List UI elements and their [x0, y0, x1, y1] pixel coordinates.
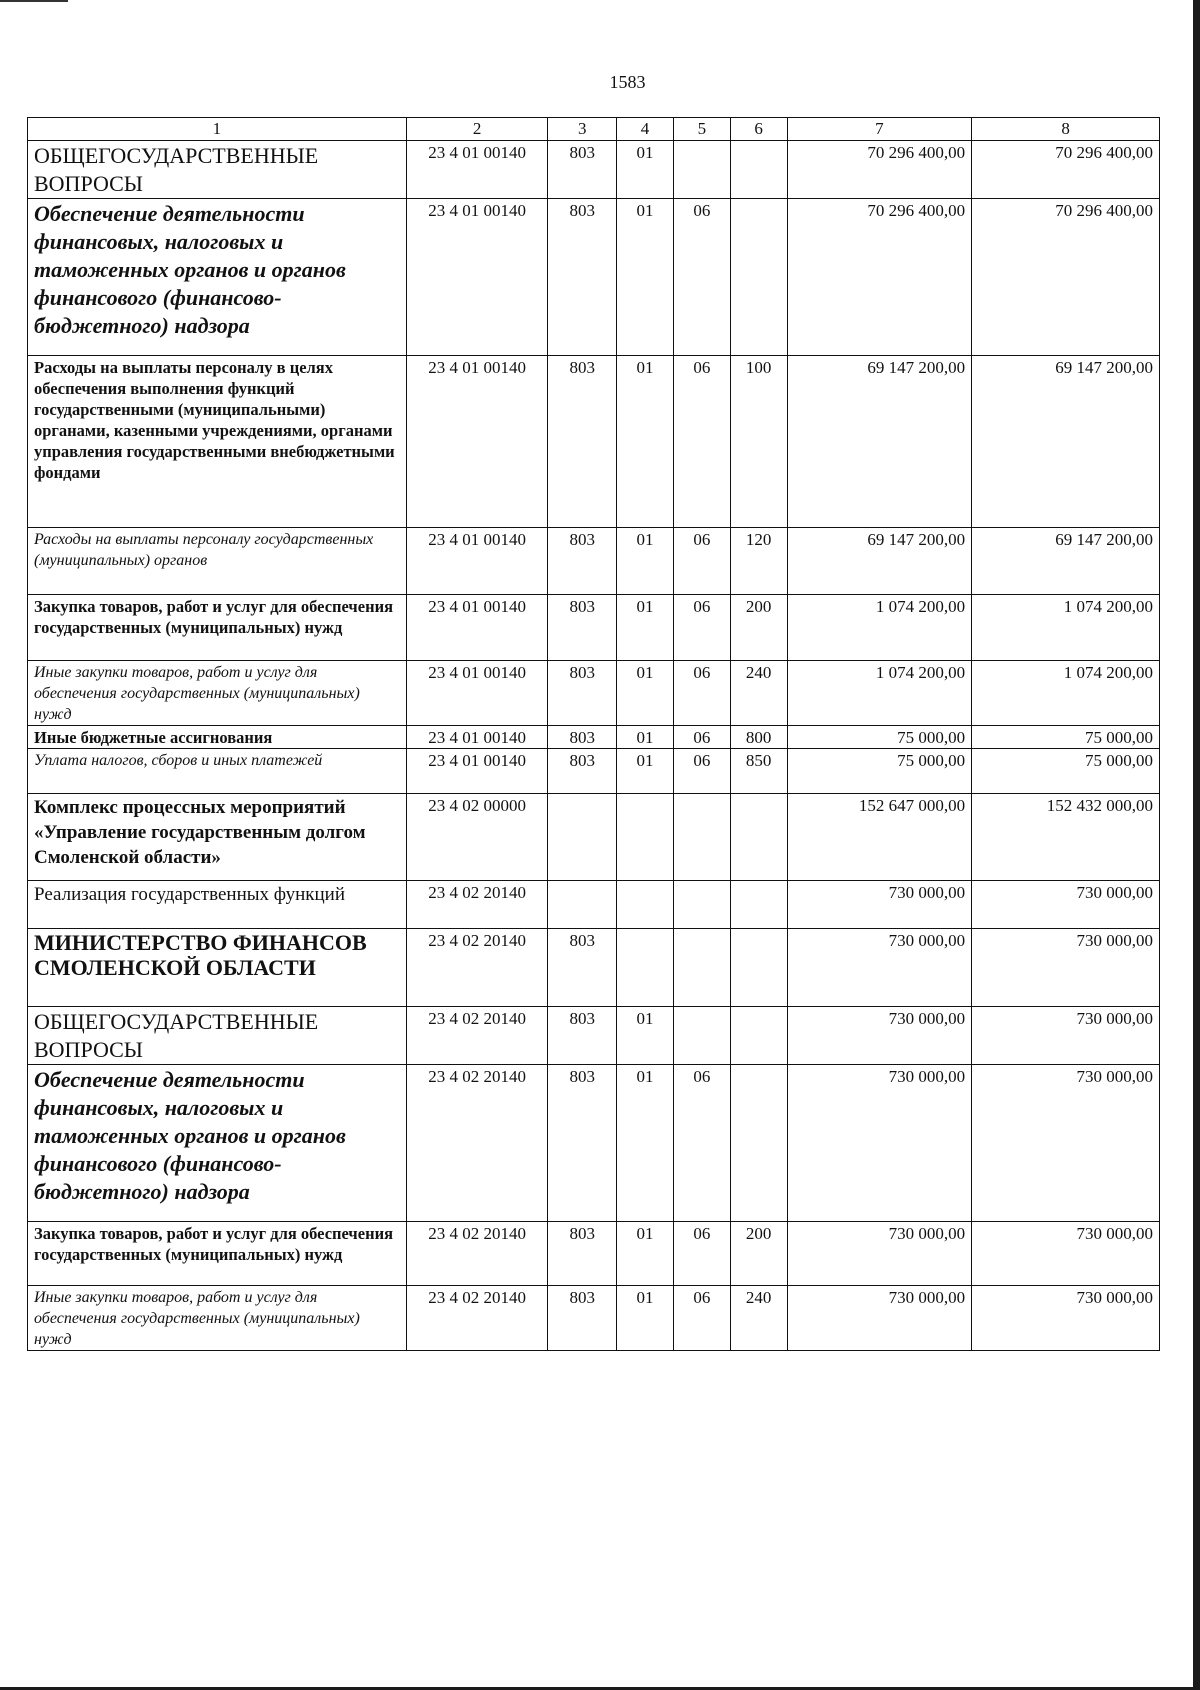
amount-year-1: 69 147 200,00 — [787, 528, 972, 595]
column-number-row — [28, 118, 1160, 141]
expense-type-code — [730, 199, 787, 356]
target-article-code: 23 4 02 00000 — [406, 794, 548, 881]
administrator-code: 803 — [548, 1065, 617, 1222]
table-row — [28, 199, 1160, 356]
subsection-code: 06 — [673, 528, 730, 595]
administrator-code: 803 — [548, 929, 617, 1007]
table-row — [28, 1222, 1160, 1286]
table-row — [28, 749, 1160, 794]
row-description: Расходы на выплаты персоналу государственных (муниципальных) органов — [28, 528, 407, 595]
row-description: ОБЩЕГОСУДАРСТВЕННЫЕ ВОПРОСЫ — [28, 141, 407, 199]
expense-type-code: 200 — [730, 1222, 787, 1286]
amount-year-1: 70 296 400,00 — [787, 141, 972, 199]
amount-year-2: 75 000,00 — [972, 749, 1160, 794]
row-description: Реализация государственных функций — [28, 881, 407, 929]
subsection-code: 06 — [673, 356, 730, 528]
target-article-code: 23 4 01 00140 — [406, 595, 548, 661]
table-row — [28, 595, 1160, 661]
expense-type-code — [730, 794, 787, 881]
amount-year-2: 152 432 000,00 — [972, 794, 1160, 881]
section-code: 01 — [617, 1065, 674, 1222]
row-description: Уплата налогов, сборов и иных платежей — [28, 749, 407, 794]
target-article-code: 23 4 02 20140 — [406, 881, 548, 929]
expense-type-code — [730, 881, 787, 929]
scan-edge-right — [1193, 0, 1200, 1690]
subsection-code: 06 — [673, 1286, 730, 1351]
amount-year-2: 1 074 200,00 — [972, 661, 1160, 726]
administrator-code: 803 — [548, 199, 617, 356]
row-description: Иные закупки товаров, работ и услуг для обеспечения государственных (муниципальных) нужд — [28, 661, 407, 726]
row-description: Обеспечение деятельности финансовых, налоговых и таможенных органов и органов финансового (финансово-бюджетного) надзора — [28, 1065, 407, 1222]
administrator-code: 803 — [548, 1222, 617, 1286]
target-article-code: 23 4 02 20140 — [406, 929, 548, 1007]
table-row — [28, 661, 1160, 726]
table-row — [28, 1065, 1160, 1222]
administrator-code: 803 — [548, 661, 617, 726]
target-article-code: 23 4 02 20140 — [406, 1222, 548, 1286]
row-description: Закупка товаров, работ и услуг для обеспечения государственных (муниципальных) нужд — [28, 1222, 407, 1286]
section-code: 01 — [617, 528, 674, 595]
target-article-code: 23 4 01 00140 — [406, 141, 548, 199]
row-description: Комплекс процессных мероприятий «Управление государственным долгом Смоленской области» — [28, 794, 407, 881]
section-code: 01 — [617, 1007, 674, 1065]
page-number: 1583 — [609, 72, 646, 92]
target-article-code: 23 4 02 20140 — [406, 1286, 548, 1351]
section-code — [617, 794, 674, 881]
table-row — [28, 356, 1160, 528]
row-description: Расходы на выплаты персоналу в целях обеспечения выполнения функций государственными (муниципальными) органами, казенными учреждениями, органами управления государственными внебюджетными фондами — [28, 356, 407, 528]
amount-year-1: 730 000,00 — [787, 929, 972, 1007]
subsection-code — [673, 141, 730, 199]
administrator-code — [548, 794, 617, 881]
expense-type-code: 240 — [730, 1286, 787, 1351]
row-description: Обеспечение деятельности финансовых, налоговых и таможенных органов и органов финансового (финансово-бюджетного) надзора — [28, 199, 407, 356]
section-code: 01 — [617, 356, 674, 528]
table-row — [28, 141, 1160, 199]
subsection-code: 06 — [673, 726, 730, 749]
subsection-code: 06 — [673, 199, 730, 356]
administrator-code — [548, 881, 617, 929]
section-code — [617, 881, 674, 929]
amount-year-2: 730 000,00 — [972, 1007, 1160, 1065]
subsection-code: 06 — [673, 595, 730, 661]
amount-year-1: 730 000,00 — [787, 881, 972, 929]
subsection-code: 06 — [673, 1065, 730, 1222]
amount-year-2: 69 147 200,00 — [972, 528, 1160, 595]
target-article-code: 23 4 01 00140 — [406, 749, 548, 794]
section-code: 01 — [617, 661, 674, 726]
section-code — [617, 929, 674, 1007]
expense-type-code — [730, 1007, 787, 1065]
subsection-code: 06 — [673, 661, 730, 726]
row-description: Закупка товаров, работ и услуг для обеспечения государственных (муниципальных) нужд — [28, 595, 407, 661]
column-number: 4 — [617, 118, 674, 141]
amount-year-2: 730 000,00 — [972, 929, 1160, 1007]
amount-year-1: 70 296 400,00 — [787, 199, 972, 356]
administrator-code: 803 — [548, 356, 617, 528]
target-article-code: 23 4 01 00140 — [406, 726, 548, 749]
subsection-code — [673, 794, 730, 881]
target-article-code: 23 4 01 00140 — [406, 528, 548, 595]
amount-year-2: 730 000,00 — [972, 1286, 1160, 1351]
amount-year-1: 69 147 200,00 — [787, 356, 972, 528]
administrator-code: 803 — [548, 726, 617, 749]
amount-year-2: 730 000,00 — [972, 1065, 1160, 1222]
expense-type-code: 200 — [730, 595, 787, 661]
target-article-code: 23 4 01 00140 — [406, 661, 548, 726]
target-article-code: 23 4 01 00140 — [406, 199, 548, 356]
amount-year-1: 75 000,00 — [787, 726, 972, 749]
subsection-code — [673, 1007, 730, 1065]
table-row — [28, 794, 1160, 881]
subsection-code — [673, 881, 730, 929]
expense-type-code: 800 — [730, 726, 787, 749]
column-number: 6 — [730, 118, 787, 141]
target-article-code: 23 4 01 00140 — [406, 356, 548, 528]
section-code: 01 — [617, 1222, 674, 1286]
scan-mark — [0, 0, 68, 2]
table-row — [28, 929, 1160, 1007]
administrator-code: 803 — [548, 1007, 617, 1065]
table-row — [28, 1286, 1160, 1351]
amount-year-1: 730 000,00 — [787, 1222, 972, 1286]
expense-type-code — [730, 141, 787, 199]
amount-year-2: 69 147 200,00 — [972, 356, 1160, 528]
target-article-code: 23 4 02 20140 — [406, 1007, 548, 1065]
expense-type-code: 850 — [730, 749, 787, 794]
amount-year-1: 75 000,00 — [787, 749, 972, 794]
expense-type-code — [730, 929, 787, 1007]
subsection-code — [673, 929, 730, 1007]
administrator-code: 803 — [548, 141, 617, 199]
amount-year-2: 730 000,00 — [972, 881, 1160, 929]
budget-table — [27, 117, 1160, 1351]
column-number: 5 — [673, 118, 730, 141]
row-description: МИНИСТЕРСТВО ФИНАНСОВ СМОЛЕНСКОЙ ОБЛАСТИ — [28, 929, 407, 1007]
amount-year-2: 70 296 400,00 — [972, 199, 1160, 356]
row-description: Иные бюджетные ассигнования — [28, 726, 407, 749]
amount-year-2: 75 000,00 — [972, 726, 1160, 749]
amount-year-2: 730 000,00 — [972, 1222, 1160, 1286]
column-number: 7 — [787, 118, 972, 141]
column-number: 8 — [972, 118, 1160, 141]
column-number: 2 — [406, 118, 548, 141]
administrator-code: 803 — [548, 528, 617, 595]
section-code: 01 — [617, 199, 674, 356]
expense-type-code — [730, 1065, 787, 1222]
table-row — [28, 726, 1160, 749]
section-code: 01 — [617, 595, 674, 661]
column-number: 3 — [548, 118, 617, 141]
expense-type-code: 240 — [730, 661, 787, 726]
expense-type-code: 100 — [730, 356, 787, 528]
table-row — [28, 881, 1160, 929]
administrator-code: 803 — [548, 1286, 617, 1351]
section-code: 01 — [617, 1286, 674, 1351]
amount-year-1: 152 647 000,00 — [787, 794, 972, 881]
amount-year-1: 730 000,00 — [787, 1065, 972, 1222]
amount-year-1: 730 000,00 — [787, 1007, 972, 1065]
amount-year-2: 70 296 400,00 — [972, 141, 1160, 199]
table-row — [28, 1007, 1160, 1065]
administrator-code: 803 — [548, 749, 617, 794]
administrator-code: 803 — [548, 595, 617, 661]
section-code: 01 — [617, 749, 674, 794]
section-code: 01 — [617, 726, 674, 749]
section-code: 01 — [617, 141, 674, 199]
target-article-code: 23 4 02 20140 — [406, 1065, 548, 1222]
amount-year-1: 730 000,00 — [787, 1286, 972, 1351]
expense-type-code: 120 — [730, 528, 787, 595]
row-description: Иные закупки товаров, работ и услуг для обеспечения государственных (муниципальных) нужд — [28, 1286, 407, 1351]
row-description: ОБЩЕГОСУДАРСТВЕННЫЕ ВОПРОСЫ — [28, 1007, 407, 1065]
amount-year-1: 1 074 200,00 — [787, 661, 972, 726]
amount-year-1: 1 074 200,00 — [787, 595, 972, 661]
subsection-code: 06 — [673, 749, 730, 794]
column-number: 1 — [28, 118, 407, 141]
subsection-code: 06 — [673, 1222, 730, 1286]
amount-year-2: 1 074 200,00 — [972, 595, 1160, 661]
table-row — [28, 528, 1160, 595]
